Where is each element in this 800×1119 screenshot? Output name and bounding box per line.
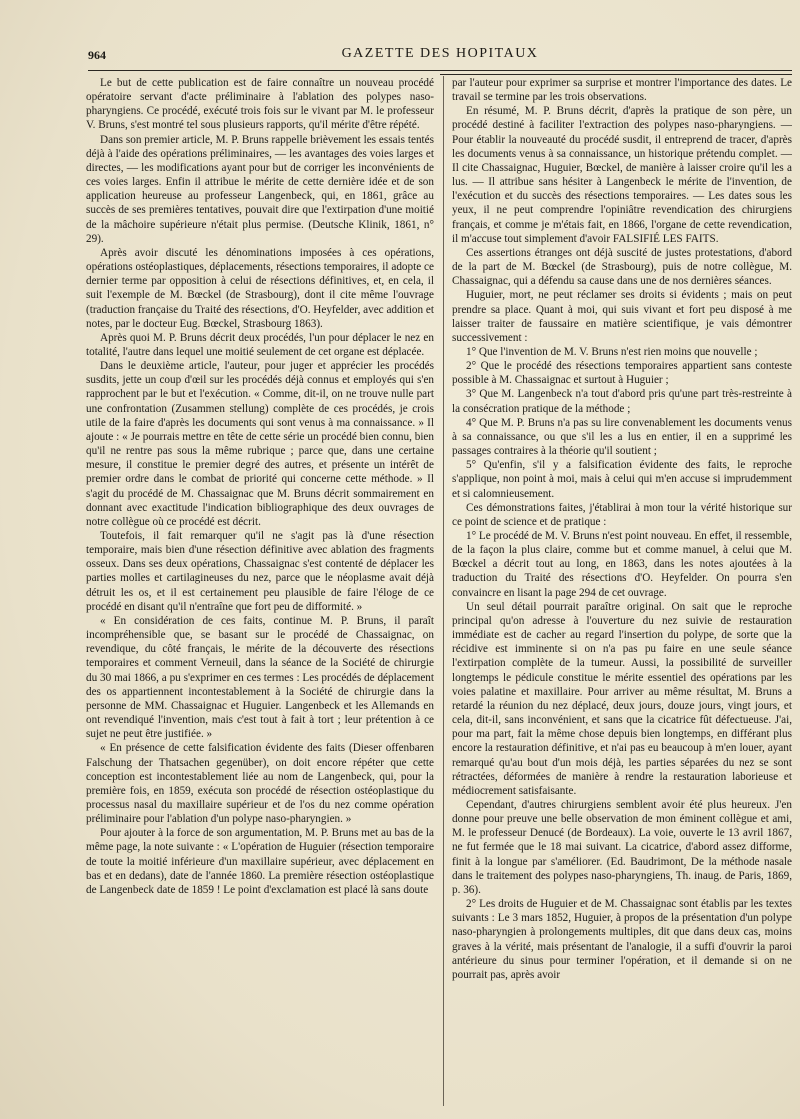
paragraph: Cependant, d'autres chirurgiens semblent avoir été plus heureux. J'en donne pour preuve une belle observation de mon éminent collègue et ami, M. le professeur Denucé (de Bordeaux). La voie, ouverte le 13 avril 1867, ne fut fermée que le 18 mai suivant. La cicatrice, d'abord assez difforme, finit à la longue par s'améliorer. (Ed. Baudrimont, De la méthode nasale dans le traitement des polypes naso-pharyngiens, Th. inaug. de Paris, 1869, p. 36). bbox=[452, 798, 792, 896]
column-divider bbox=[443, 76, 444, 1106]
paragraph: « En présence de cette falsification évidente des faits (Dieser offenbaren Falschung der Thatsachen gegenüber), on doit encore répéter que cette conception est incontestablement liée au nom de Langenbeck, qui, pour la première fois, en 1859, exécuta son procédé de résection ostéoplastique du processus nasal du maxillaire supérieur et de l'os du nez comme opération préliminaire pour l'ablation d'un polype naso-pharyngien. » bbox=[86, 742, 434, 826]
paragraph: Huguier, mort, ne peut réclamer ses droits si évidents ; mais on peut prendre sa place. Quant à moi, qui suis vivant et fort peu disposé à me laisser traiter de faussaire en matière scientifique, je vais démontrer successivement : bbox=[452, 289, 792, 344]
left-column bbox=[86, 76, 434, 1106]
paragraph: Après quoi M. P. Bruns décrit deux procédés, l'un pour déplacer le nez en totalité, l'autre dans lequel une moitié seulement de cet organe est déplacée. bbox=[86, 331, 434, 358]
paragraph: 2° Les droits de Huguier et de M. Chassaignac sont établis par les textes suivants : Le 3 mars 1852, Huguier, à propos de la présentation d'un polype naso-pharyngien à prolongements multiples, dit que dans deux cas, moins graves à la vérité, mais présentant de l'analogie, il a suffi d'ouvrir la paroi antérieure du sinus pour terminer l'opération, et il demande si on ne pourrait pas, après avoir bbox=[452, 898, 792, 981]
list-item: 3° Que M. Langenbeck n'a tout d'abord pris qu'une part très-restreinte à la consécration pratique de la méthode ; bbox=[452, 388, 792, 415]
paragraph: Pour ajouter à la force de son argumentation, M. P. Bruns met au bas de la même page, la note suivante : « L'opération de Huguier (résection temporaire de toute la moitié inférieure d'un maxillaire supérieur, avec déplacement en bas et en dedans), date de l'année 1860. La première résection ostéoplastique de Langenbeck date de 1859 ! Le point d'exclamation est placé là sans doute bbox=[86, 827, 434, 896]
header-rule-secondary bbox=[440, 74, 792, 75]
list-item: 2° Que le procédé des résections temporaires appartient sans conteste possible à M. Chassaignac et surtout à Huguier ; bbox=[452, 360, 792, 387]
paragraph: Ces assertions étranges ont déjà suscité de justes protestations, d'abord de la part de M. Bœckel (de Strasbourg), puis de notre collègue, M. Chassaignac, qui a défendu sa cause dans une de nos dernières séances. bbox=[452, 246, 792, 288]
paragraph: « En considération de ces faits, continue M. P. Bruns, il paraît incompréhensible que, se basant sur le procédé de Chassaignac, on revendique, du côté français, le mérite de la découverte des résections temporaires et comment Verneuil, dans la séance de la Société de chirurgie du 30 mai 1866, a pu s'exprimer en ces termes : Les procédés de déplacement des os appartiennent incontestablement à la Société de chirurgie dans la personne de MM. Chassaignac et Huguier. Langenbeck et les Allemands en ont revendiqué l'invention, mais c'est tout à fait à tort ; leur prétention à ce sujet ne peut être justifiée. » bbox=[86, 614, 434, 741]
paragraph: par l'auteur pour exprimer sa surprise et montrer l'importance des dates. Le travail se termine par les trois observations. bbox=[452, 77, 792, 104]
header-rule bbox=[88, 70, 792, 71]
page-header bbox=[88, 44, 792, 68]
paragraph: Dans son premier article, M. P. Bruns rappelle brièvement les essais tentés déjà à l'aide des opérations préliminaires, — les avantages des voies larges et directes, — les modifications ayant pour but de corriger les inconvénients de ces voies larges. Enfin il attribue le mérite de cette dernière idée et de son application heureuse au professeur Langenbeck, qui, en 1861, grâce au succès de ses premières tentatives, pouvait dire que l'extirpation d'une moitié de la mâchoire supérieure n'était plus permise. (Deutsche Klinik, 1861, n° 29). bbox=[86, 133, 434, 245]
paragraph: Ces démonstrations faites, j'établirai à mon tour la vérité historique sur ce point de science et de pratique : bbox=[452, 501, 792, 528]
paragraph: 1° Le procédé de M. V. Bruns n'est point nouveau. En effet, il ressemble, de la façon la plus claire, comme but et comme manuel, à celui que M. Bœckel a décrit tout au long, en 1863, dans les notes ajoutées à la traduction du Traité des résections d'O. Heyfelder. On pourra s'en convaincre en lisant la page 294 de cet ouvrage. bbox=[452, 530, 792, 599]
paragraph: Le but de cette publication est de faire connaître un nouveau procédé opératoire servant d'acte préliminaire à l'ablation des polypes naso-pharyngiens. Ce procédé, exécuté trois fois sur le vivant par M. le professeur V. Bruns, s'est montré tel sous plusieurs rapports, qu'il mérite d'être répété. bbox=[86, 77, 434, 132]
list-item: 4° Que M. P. Bruns n'a pas su lire convenablement les documents venus à sa connaissance, ou que s'il les a lus en entier, il en a supprimé les passages contraires à la théorie qu'il soutient ; bbox=[452, 416, 792, 458]
list-item: 5° Qu'enfin, s'il y a falsification évidente des faits, le reproche s'applique, non point à moi, mais à celui qui m'en accuse si imprudemment et si calomnieusement. bbox=[452, 459, 792, 500]
paragraph: Toutefois, il fait remarquer qu'il ne s'agit pas là d'une résection temporaire, mais bien d'une résection définitive avec ablation des fragments osseux. Dans ses deux opérations, Chassaignac s'est contenté de déplacer les parties molles et cartilagineuses du nez, parce que le néoplasme avait déjà détruit les os, et il est certainement peu plausible de faire l'éloge de ce procédé en disant qu'il n'entraîne que fort peu de difformité. » bbox=[86, 530, 434, 613]
paragraph: Dans le deuxième article, l'auteur, pour juger et apprécier les procédés susdits, jette un coup d'œil sur les procédés déjà connus et employés qui s'en rapprochent par le but et l'exécution. « Comme, dit-il, on ne trouve nulle part une confrontation (Zusammen stellung) complète de ces procédés, je crois utile de la faire d'après les documents qui sont venus à ma connaissance. » Il ajoute : « Je pourrais mettre en tête de cette série un procédé bien connu, bien qu'il ne rentre pas sous la même rubrique ; parce que, dans une certaine mesure, il constitue le premier degré des autres, et présente un intérêt de premier ordre dans le combat de priorité qui concerne cette méthode. » Il s'agit du procédé de M. Chassaignac que M. Bruns décrit sommairement en donnant avec exactitude l'indication bibliographique des deux ouvrages de notre collègue où ce procédé est décrit. bbox=[86, 360, 434, 528]
list-item: 1° Que l'invention de M. V. Bruns n'est rien moins que nouvelle ; bbox=[466, 345, 758, 358]
paragraph: Après avoir discuté les dénominations imposées à ces opérations, opérations ostéoplastiques, déplacements, résections temporaires, il adopte ce dernier terme par opposition à celui de résections définitives, et, en cela, il suit l'exemple de M. Bœckel (de Strasbourg), dont il cite même l'ouvrage (traduction française du Traité des résections, d'O. Heyfelder, avec addition et notes, par le docteur Eug. Bœckel, Strasbourg 1863). bbox=[86, 246, 434, 330]
paragraph: En résumé, M. P. Bruns décrit, d'après la pratique de son père, un procédé destiné à faciliter l'extraction des polypes naso-pharyngiens. — Pour établir la nouveauté du procédé susdit, il entreprend de tracer, d'après les documents venus à sa connaissance, un historique prétendu complet. — Il cite Chassaignac, Huguier, Bœckel, de manière à laisser croire qu'il les a lus. — Il attribue sans hésiter à Langenbeck le mérite de l'invention, de l'exécution et du succès des résections temporaires. — Les dates sous les yeux, il ne peut comprendre l'opiniâtre revendication des chirurgiens français, et comme je m'étais fait, en 1866, l'organe de cette revendication, il m'accuse tout simplement d'avoir FALSIFIÉ LES FAITS. bbox=[452, 105, 792, 245]
right-column bbox=[452, 76, 792, 1106]
page-number: 964 bbox=[88, 48, 106, 62]
journal-title: GAZETTE DES HOPITAUX bbox=[341, 46, 539, 61]
paragraph: Un seul détail pourrait paraître original. On sait que le reproche principal qu'on adresse à l'ouverture du nez suivie de restauration immédiate est de cacher au regard l'insertion du polype, de sorte que la récidive est imminente si on n'a pas pu faire en une seule séance l'extirpation complète de la tumeur. Aussi, la possibilité de surveiller longtemps le pédicule constitue le mérite essentiel des opérations par les voies palatine et maxillaire. Pour arriver au même résultat, M. Bruns a retardé la réunion du nez déplacé, deux jours, douze jours, vingt jours, et cela, dit-il, sans inconvénient, et sans que la cicatrice fût défectueuse. J'ai, pour ma part, fait la même chose depuis bien longtemps, en différant plus encore la restauration définitive, et n'ai pas eu beaucoup à m'en louer, ayant remarqué qu'au bout d'un mois déjà, les parties séparées du nez se sont rétractées, déformées de manière à rendre la restauration laborieuse et médiocrement satisfaisante. bbox=[452, 600, 792, 797]
